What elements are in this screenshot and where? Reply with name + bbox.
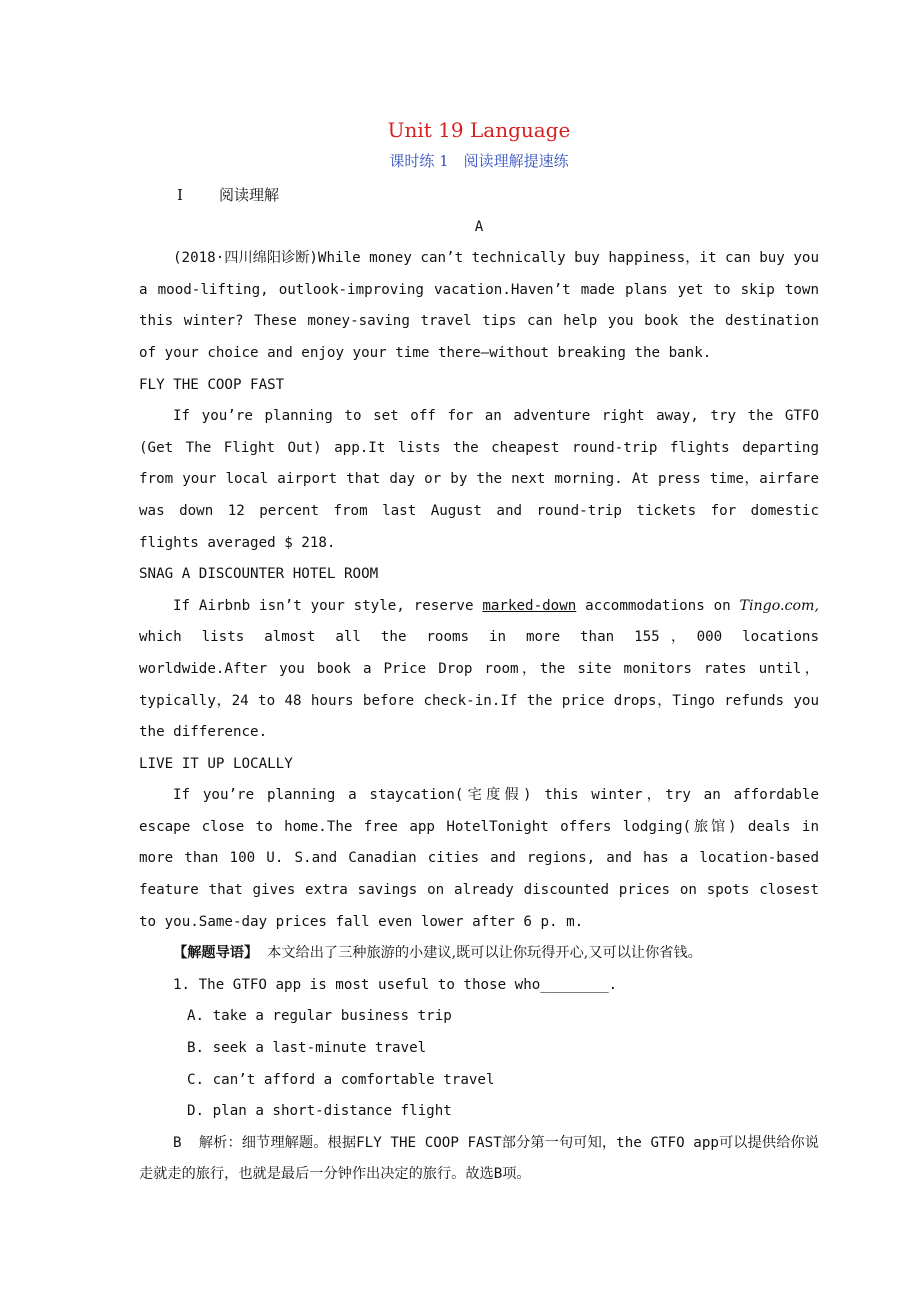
hotel-text-before: If Airbnb isn’t your style, reserve xyxy=(173,597,483,614)
section-label: 阅读理解 xyxy=(219,186,280,204)
part-heading-local: LIVE IT UP LOCALLY xyxy=(139,755,293,772)
hotel-text-after: which lists almost all the rooms in more than 155，000 locations worldwide.After you book a Price Drop room，the site monitors rates until，typically，24 to 48 hours before check-in.If the price drops，Tingo refunds you the difference. xyxy=(139,629,819,741)
tingo-site: Tingo.com, xyxy=(739,597,820,614)
unit-title: Unit 19 Language xyxy=(387,118,571,142)
part-text-fly: If you’re planning to set off for an adventure right away, try the GTFO (Get The Flight Out) app.It lists the cheapest round-trip flights departing from your local airport that day or by the next morning. At press time，airfare was down 12 percent from last August and round-trip tickets for domestic flights averaged $ 218. xyxy=(139,408,819,551)
option-c: C. can’t afford a comfortable travel xyxy=(187,1071,495,1088)
part-heading-hotel: SNAG A DISCOUNTER HOTEL ROOM xyxy=(139,566,379,583)
part-text-hotel xyxy=(139,591,819,749)
hotel-text-mid: accommodations on xyxy=(576,597,740,614)
section-numeral: Ⅰ xyxy=(177,186,183,204)
answer-key: B xyxy=(173,1134,182,1151)
guide-text: 本文给出了三种旅游的小建议,既可以让你玩得开心,又可以让你省钱。 xyxy=(267,945,702,962)
part-text-local: If you’re planning a staycation(宅度假) this winter，try an affordable escape close to home.The free app HotelTonight offers lodging(旅馆) deals in more than 100 U. S.and Canadian cities and regions, and has a location-based feature that gives extra savings on already discounted prices on spots closest to you.Same-day prices fall even lower after 6 p. m. xyxy=(139,787,819,930)
option-b: B. seek a last-minute travel xyxy=(187,1040,427,1057)
guide-line xyxy=(139,938,819,970)
question-stem: 1. The GTFO app is most useful to those who________. xyxy=(173,976,618,993)
option-d: D. plan a short-distance flight xyxy=(187,1103,452,1120)
document-page xyxy=(139,110,819,1191)
option-a: A. take a regular business trip xyxy=(187,1008,452,1025)
marked-down-term: marked-down xyxy=(482,597,577,614)
answer-text: 解析：细节理解题。根据FLY THE COOP FAST部分第一句可知，the GTFO app可以提供给你说走就走的旅行，也就是最后一分钟作出决定的旅行。故选B项。 xyxy=(139,1134,819,1183)
section-heading xyxy=(139,180,819,212)
intro-paragraph: (2018·四川绵阳诊断)While money can’t technically buy happiness，it can buy you a mood-lifting, outlook-improving vacation.Haven’t made plans yet to skip town this winter? These money-saving travel tips can help you book the destination of your choice and enjoy your time there—without breaking the bank. xyxy=(139,250,819,361)
part-heading-fly: FLY THE COOP FAST xyxy=(139,376,285,393)
answer-paragraph xyxy=(139,1128,819,1191)
passage-label: A xyxy=(474,218,484,235)
guide-label: 【解题导语】 xyxy=(173,945,259,962)
lesson-subtitle: 课时练 1 阅读理解提速练 xyxy=(389,152,569,170)
